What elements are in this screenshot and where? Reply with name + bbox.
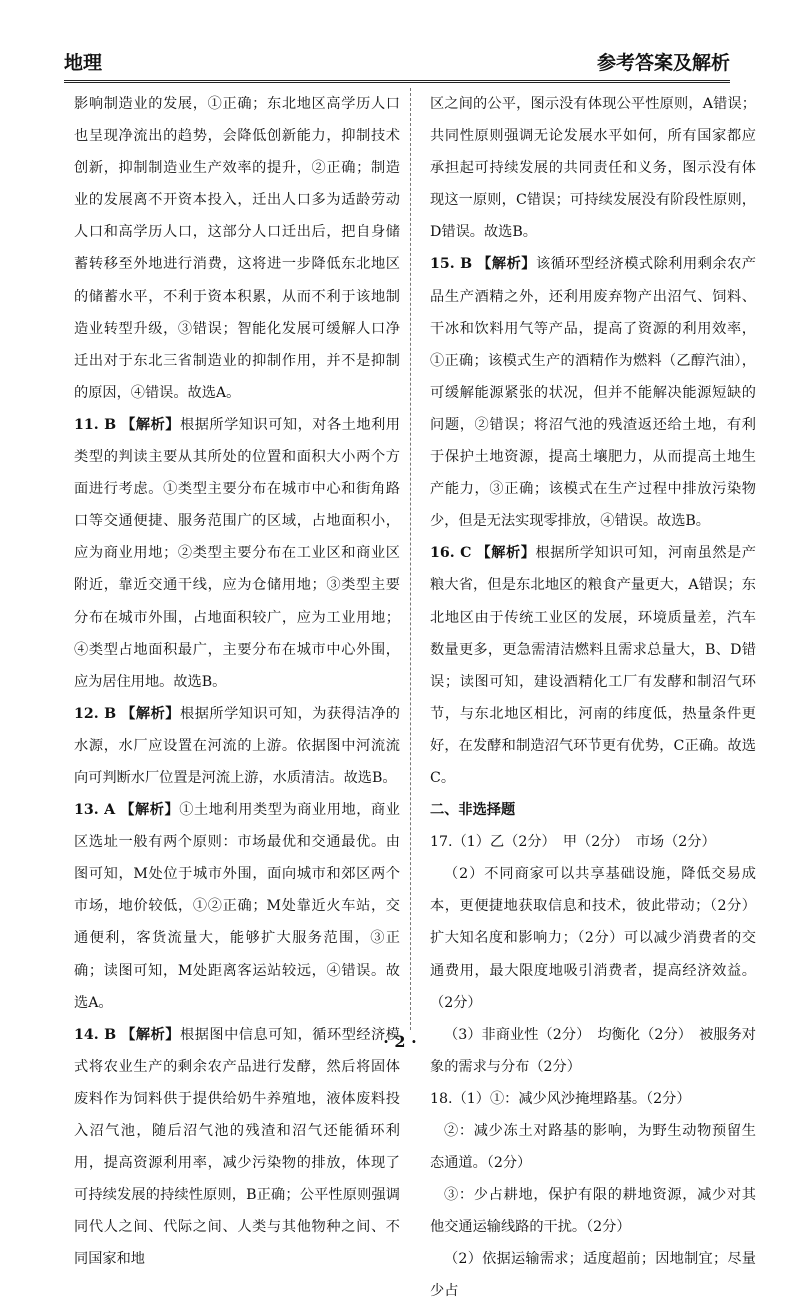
continuation-text: 区之间的公平，图示没有体现公平性原则，A错误；共同性原则强调无论发展水平如何，所有国家都应承担起可持续发展的共同责任和义务，图示没有体现这一原则，C错误；可持续发展没有阶段性原则，D错误。故选B。 [430, 96, 756, 241]
answer-text: 根据所学知识可知，河南虽然是产粮大省，但是东北地区的粮食产量更大，A错误；东北地区由于传统工业区的发展，环境质量差，汽车数量更多，更急需清洁燃料且需求总量大，B、D错误；读图可知，建设酒精化工厂有发酵和制沼气环节，与东北地区相比，河南的纬度低，热量条件更好，在发酵和制造沼气环节更有优势，C正确。故选C。 [430, 545, 756, 786]
page-number: · 2 · [383, 1032, 417, 1051]
left-column [74, 88, 400, 1275]
answer-18-part-4: （2）依据运输需求；适度超前；因地制宜；尽量少占 [430, 1251, 756, 1300]
answer-14 [74, 1019, 400, 1276]
answer-18-part-2: ②：减少冻土对路基的影响，为野生动物预留生态通道。（2分） [430, 1123, 756, 1172]
answer-number: 12. B [74, 705, 117, 722]
answer-text: 根据所学知识可知，对各土地利用类型的判读主要从其所处的位置和面积大小两个方面进行考虑。①类型主要分布在城市中心和街角路口等交通便捷、服务范围广的区域，占地面积小，应为商业用地；②类型主要分布在工业区和商业区附近，靠近交通干线，应为仓储用地；③类型主要分布在城市外围，占地面积较广，应为工业用地；④类型占地面积最广，主要分布在城市中心外围，应为居住用地。故选B。 [74, 416, 400, 690]
answer-11 [74, 409, 400, 698]
subject-label: 地理 [64, 52, 103, 74]
answer-number: 15. B [430, 256, 473, 273]
analysis-tag: 【解析】 [476, 545, 536, 562]
page-header [64, 44, 730, 83]
answer-18-part-3: ③：少占耕地，保护有限的耕地资源，减少对其他交通运输线路的干扰。（2分） [430, 1187, 756, 1236]
answer-text: 根据图中信息可知，循环型经济模式将农业生产的剩余农产品进行发酵，然后将固体废料作为饲料供于提供给奶牛养殖地，液体废料投入沼气池，随后沼气池的残渣和沼气还能循环利用，提高资源利用率，减少污染物的排放，体现了可持续发展的持续性原则，B正确；公平性原则强调同代人之间、代际之间、人类与其他物种之间、不同国家和地 [74, 1026, 400, 1268]
answer-17-part-3: （3）非商业性（2分） 均衡化（2分） 被服务对象的需求与分布（2分） [430, 1026, 756, 1075]
analysis-tag: 【解析】 [121, 705, 180, 722]
answer-16 [430, 537, 756, 794]
answer-number: 13. A [74, 802, 116, 819]
analysis-tag: 【解析】 [121, 1026, 180, 1043]
section-heading: 二、非选择题 [430, 802, 516, 819]
header-title: 参考答案及解析 [596, 52, 730, 74]
answer-13 [74, 794, 400, 1019]
answer-number: 16. C [430, 545, 472, 562]
column-divider [410, 88, 411, 1030]
answer-12 [74, 698, 400, 794]
continuation-text: 影响制造业的发展，①正确；东北地区高学历人口也呈现净流出的趋势，会降低创新能力，抑制技术创新，抑制制造业生产效率的提升，②正确；制造业的发展离不开资本投入，迁出人口多为适龄劳动人口和高学历人口，这部分人口迁出后，把自身储蓄转移至外地进行消费，这将进一步降低东北地区的储蓄水平，不利于资本积累，从而不利于该地制造业转型升级，③错误；智能化发展可缓解人口净迁出对于东北三省制造业的抑制作用，并不是抑制的原因，④错误。故选A。 [74, 96, 400, 401]
answer-15 [430, 248, 756, 537]
answer-17-part-2: （2）不同商家可以共享基础设施，降低交易成本，更便捷地获取信息和技术，彼此带动；（2分）扩大知名度和影响力；（2分）可以减少消费者的交通费用，最大限度地吸引消费者，提高经济效益。（2分） [430, 866, 756, 1011]
answer-text: 该循环型经济模式除利用剩余农产品生产酒精之外，还利用废弃物产出沼气、饲料、干冰和饮料用气等产品，提高了资源的利用效率，①正确；该模式生产的酒精作为燃料（乙醇汽油），可缓解能源紧张的状况，但并不能解决能源短缺的问题，②错误；将沼气池的残渣返还给土地，有利于保护土地资源，提高土壤肥力，从而提高土地生产能力，③正确；该模式在生产过程中排放污染物少，但是无法实现零排放，④错误。故选B。 [430, 256, 756, 530]
answer-number: 14. B [74, 1026, 117, 1043]
answer-text: ①土地利用类型为商业用地，商业区选址一般有两个原则：市场最优和交通最优。由图可知，M处位于城市外围，面向城市和郊区两个市场，地价较低，①②正确；M处靠近火车站，交通便利，客货流量大，能够扩大服务范围，③正确；读图可知，M处距离客运站较远，④错误。故选A。 [74, 802, 400, 1011]
analysis-tag: 【解析】 [477, 256, 536, 273]
answer-18-part-1: 18.（1）①：减少风沙掩埋路基。（2分） [430, 1090, 691, 1107]
answer-number: 11. B [74, 416, 117, 433]
right-column [430, 88, 756, 1308]
answer-17-part-1: 17.（1）乙（2分） 甲（2分） 市场（2分） [430, 834, 716, 851]
answer-text: 根据所学知识可知，为获得洁净的水源，水厂应设置在河流的上游。依据图中河流流向可判断水厂位置是河流上游，水质清洁。故选B。 [74, 705, 400, 786]
analysis-tag: 【解析】 [121, 416, 180, 433]
analysis-tag: 【解析】 [120, 802, 180, 819]
